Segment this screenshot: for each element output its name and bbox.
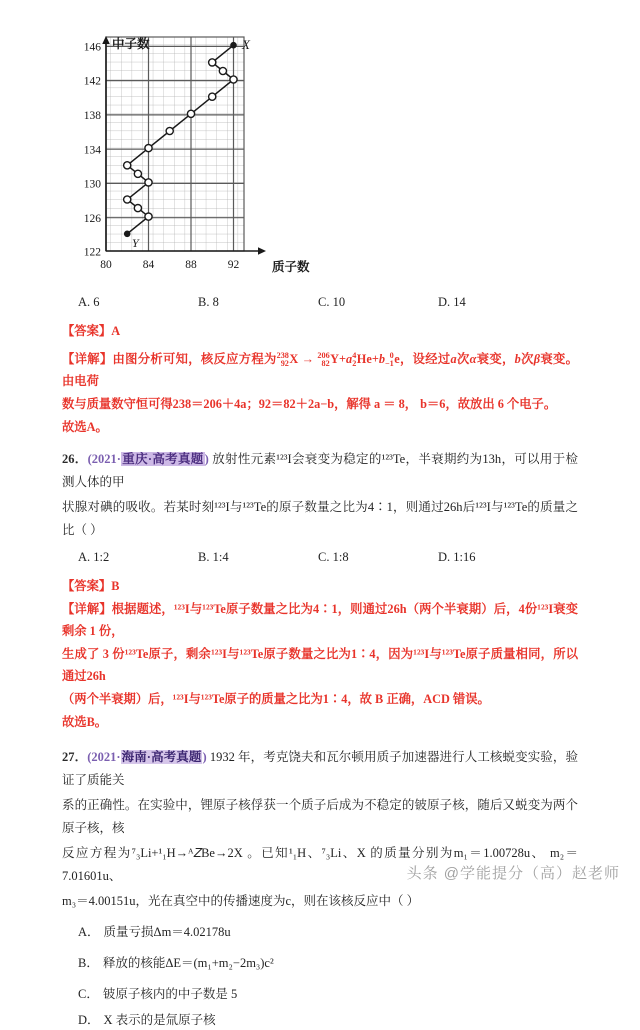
q27-option-c-letter: C． (78, 987, 99, 1001)
alpha-symbol: α (469, 352, 477, 366)
q25-option-d-text: 14 (453, 295, 466, 309)
q27-option-d-text: X 表示的是氚原子核 (103, 1013, 216, 1027)
nuclide-1-symbol: X (289, 352, 299, 366)
svg-text:92: 92 (227, 259, 240, 271)
nuclide-2-index: 206 82 (317, 351, 330, 369)
label-y-nuclide: Y (132, 236, 139, 250)
q26-detail-line1 (62, 598, 578, 642)
q26-stem-line2: 状腺对碘的吸收。若某时刻¹²³I与¹²³Te的原子数量之比为4∶1，则通过26h后¹²³I与¹²³Te的质量之比（ ） (62, 500, 578, 537)
x-tick-labels (100, 259, 239, 271)
q27-stem-text1: 1932 年，考克饶夫和瓦尔顿用质子加速器进行人工核蜕变实验，验证了质能关 (62, 750, 578, 787)
q25-option-b[interactable] (198, 292, 318, 312)
nuclide-1-index: 238 92 (276, 351, 289, 369)
nuclide-2-symbol: Y+ (330, 352, 347, 366)
q27-stem-line2: 系的正确性。在实验中，锂原子核俘获一个质子后成为不稳定的铍原子核，随后又蜕变为两个原子核，核 (62, 798, 578, 835)
q25-detail-text-b: 设经过 (412, 352, 451, 366)
q25-option-a-letter: A. (78, 295, 91, 309)
q25-answer-line (62, 320, 578, 342)
q26-option-a-text: 1:2 (93, 550, 110, 564)
y-axis-title: 中子数 (112, 36, 150, 51)
q26-stem-line1 (62, 448, 578, 494)
q26-option-d[interactable] (438, 547, 558, 567)
q25-option-c-text: 10 (332, 295, 346, 309)
nuclide-4-index: 0 −1 (384, 351, 394, 369)
q26-option-b-letter: B. (198, 550, 210, 564)
q26-detail-text1: 根据题述，¹²³I与¹²³Te原子数量之比为4∶1，则通过26h（两个半衰期）后，4份¹²³I衰变剩余 1 份， (62, 602, 578, 638)
beta-symbol: β (533, 352, 541, 366)
q26-options-row (62, 547, 578, 567)
q25-option-b-text: 8 (212, 295, 219, 309)
coefficient-a: a (346, 352, 353, 366)
q27-option-c[interactable] (62, 984, 578, 1004)
q26-source-close: ) (204, 452, 209, 466)
q27-stem-line3: 反应方程为⁷₃Li+¹₁H→ᴬ𝑍Be→2X 。已知¹₁H、⁷₃Li、X 的质量分别为m₁＝1.00728u、 m₂＝7.01601u、 (62, 846, 578, 883)
q26-stem-text1: 放射性元素¹²³I会衰变为稳定的¹²³Te，半衰期约为13h，可以用于检测人体的甲 (62, 452, 578, 489)
q25-answer-label: 【答案】 (62, 324, 112, 338)
q26-option-c-text: 1:8 (332, 550, 349, 564)
nuclide-3-index: 4 2 (352, 351, 357, 369)
q26-option-d-letter: D. (438, 550, 451, 564)
y-tick-labels (84, 42, 102, 259)
svg-text:122: 122 (83, 246, 101, 259)
q26-option-d-text: 1:16 (453, 550, 476, 564)
q25-detail-text-c: 次 (456, 352, 470, 366)
q25-conclusion: 故选A。 (62, 420, 108, 434)
q25-detail-line2: 数与质量数守恒可得238＝206＋4a；92＝82＋2a−b，解得 a ＝ 8， b＝6，故放出 6 个电子。 (62, 397, 557, 411)
q25-detail-line1 (62, 348, 578, 392)
svg-text:130: 130 (83, 178, 101, 191)
q25-option-c-letter: C. (318, 295, 330, 309)
q26-answer-value: B (111, 579, 120, 593)
neutron-proton-decay-chart (68, 36, 328, 286)
q25-option-a-text: 6 (93, 295, 100, 309)
q25-option-d-letter: D. (438, 295, 451, 309)
svg-text:84: 84 (142, 259, 155, 271)
q26-option-b[interactable] (198, 547, 318, 567)
q26-conclusion: 故选B。 (62, 715, 108, 729)
q25-detail-label: 【详解】 (62, 352, 113, 366)
q26-source-highlight: 重庆·高考真题 (121, 452, 204, 466)
q25-detail-text-f: 衰变。由电荷 (62, 352, 578, 388)
label-x-nuclide: X (242, 37, 250, 52)
q26-option-c-letter: C. (318, 550, 330, 564)
q27-stem-line4: m₃＝4.00151u，光在真空中的传播速度为c，则在该核反应中（ ） (62, 894, 420, 908)
q25-answer-value: A (111, 324, 121, 338)
var-a: a (450, 352, 457, 366)
x-axis-title: 质子数 (272, 259, 310, 274)
q26-number: 26． (62, 452, 88, 466)
q27-option-a-letter: A． (78, 925, 100, 939)
q25-detail-text-d: 衰变， (476, 352, 515, 366)
q26-option-b-text: 1:4 (212, 550, 229, 564)
q27-option-c-text: 铍原子核内的中子数是 5 (102, 987, 238, 1001)
q27-option-d[interactable] (62, 1010, 578, 1030)
q25-option-b-letter: B. (198, 295, 210, 309)
svg-text:146: 146 (83, 41, 101, 54)
q26-detail-line2: 生成了 3 份¹²³Te原子，剩余¹²³I与¹²³Te原子数量之比为1∶4，因为¹²³I与¹²³Te原子质量相同，所以通过26h (62, 647, 578, 683)
q27-option-b-letter: B． (78, 956, 99, 970)
reaction-arrow-1: → (298, 352, 318, 366)
q26-source-open: (2021· (87, 452, 121, 466)
svg-text:80: 80 (100, 259, 112, 271)
q27-number: 27． (62, 750, 88, 764)
q25-detail-text-e: 次 (520, 352, 534, 366)
q25-detail-text-a: 由图分析可知，核反应方程为 (112, 352, 277, 366)
q27-option-b-text: 释放的核能ΔE＝(m₁+m₂−2m₃)c² (102, 956, 274, 970)
q27-option-b[interactable] (62, 953, 578, 973)
q26-option-a[interactable] (78, 547, 198, 567)
svg-text:142: 142 (83, 75, 101, 88)
watermark-text: 头条 @学能提分（高）赵老师 (406, 865, 620, 882)
q27-option-a[interactable] (62, 922, 578, 942)
svg-text:126: 126 (83, 212, 101, 225)
q27-source-highlight: 海南·高考真题 (121, 750, 202, 764)
q25-option-d[interactable] (438, 292, 558, 312)
var-b: b (514, 352, 521, 366)
q26-answer-line (62, 575, 578, 597)
q26-detail-label: 【详解】 (62, 602, 112, 616)
decay-chart-svg (68, 36, 328, 286)
svg-text:138: 138 (83, 110, 101, 122)
q26-detail-line3: （两个半衰期）后，¹²³I与¹²³Te原子的质量之比为1∶4，故 B 正确，ACD 错误。 (62, 692, 490, 706)
q25-option-c[interactable] (318, 292, 438, 312)
coefficient-b: b (378, 352, 385, 366)
q26-option-a-letter: A. (78, 550, 91, 564)
q27-option-a-text: 质量亏损Δm＝4.02178u (103, 925, 231, 939)
nuclide-4-symbol: e， (394, 352, 413, 366)
svg-text:134: 134 (83, 144, 101, 157)
q26-answer-label: 【答案】 (62, 579, 112, 593)
q26-option-c[interactable] (318, 547, 438, 567)
q25-options-row (62, 292, 578, 312)
q27-stem-line1 (62, 746, 578, 792)
q27-option-d-letter: D． (78, 1013, 100, 1027)
q25-option-a[interactable] (78, 292, 198, 312)
svg-text:88: 88 (185, 259, 197, 271)
nuclide-3-symbol: He+ (356, 352, 379, 366)
q27-source-close: ) (202, 750, 207, 764)
q27-source-open: (2021· (87, 750, 121, 764)
